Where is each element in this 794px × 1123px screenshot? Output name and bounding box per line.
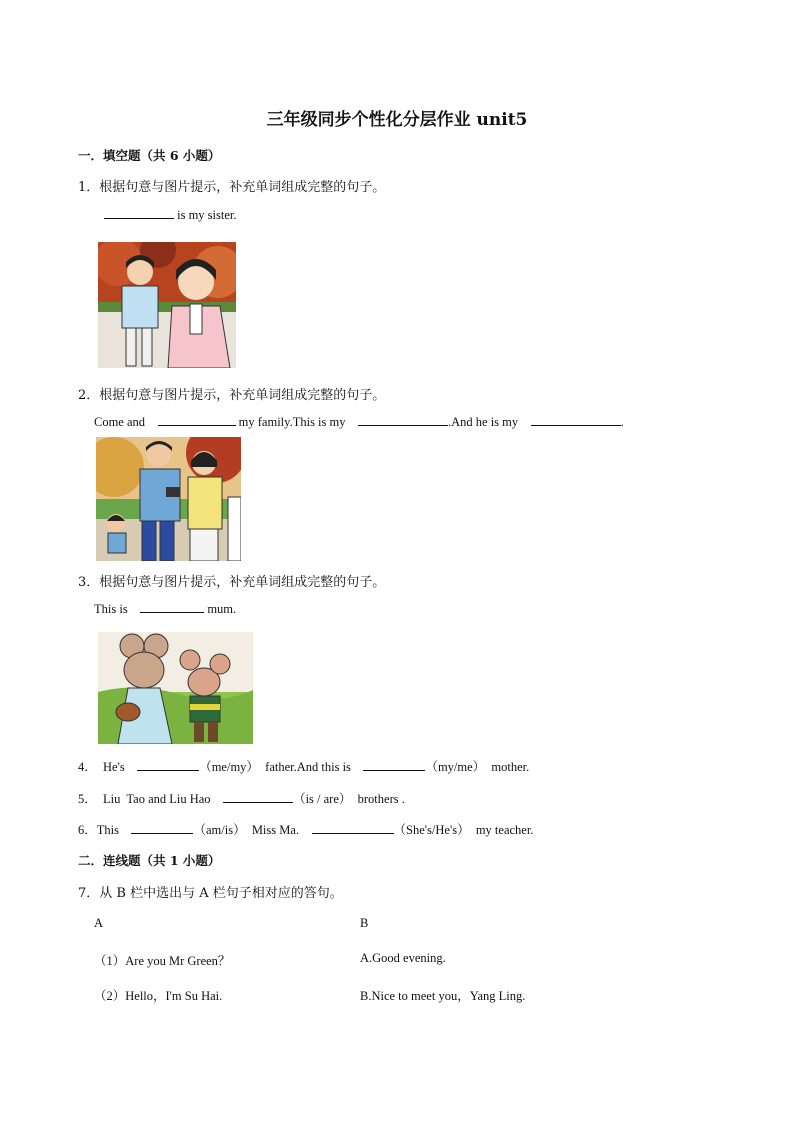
q4-sentence: 4． He's （me/my） father.And this is （my/me） mother. xyxy=(78,760,530,774)
q3-sentence: This is mum. xyxy=(94,602,237,616)
q7-item-b2[interactable]: B.Nice to meet you，Yang Ling. xyxy=(360,989,526,1003)
q2-blank-3[interactable] xyxy=(531,414,621,426)
q7-item-a1[interactable]: （1）Are you Mr Green？ xyxy=(94,954,231,968)
page-title: 三年级同步个性化分层作业 unit5 xyxy=(266,110,528,130)
q5-blank[interactable] xyxy=(223,791,293,803)
q3-blank[interactable] xyxy=(140,601,204,613)
q6-blank-1[interactable] xyxy=(131,822,193,834)
q1-blank[interactable] xyxy=(104,207,174,219)
q2-prompt: 2．根据句意与图片提示，补充单词组成完整的句子。 xyxy=(78,388,386,403)
q7-column-a-header: A xyxy=(94,916,104,930)
q2-blank-1[interactable] xyxy=(158,414,236,426)
section-1-heading: 一．填空题（共 6 小题） xyxy=(78,148,221,163)
q7-item-b1[interactable]: A.Good evening. xyxy=(360,951,446,965)
q6-blank-2[interactable] xyxy=(312,822,394,834)
sisters-picture xyxy=(98,242,236,368)
family-picture xyxy=(96,437,241,561)
q4-blank-1[interactable] xyxy=(137,759,199,771)
q2-blank-2[interactable] xyxy=(358,414,448,426)
q1-prompt: 1．根据句意与图片提示，补充单词组成完整的句子。 xyxy=(78,180,386,195)
q4-blank-2[interactable] xyxy=(363,759,425,771)
q2-sentence: Come and my family.This is my .And he is my . xyxy=(94,415,624,429)
q7-item-a2[interactable]: （2）Hello，I'm Su Hai. xyxy=(94,989,223,1003)
q3-prompt: 3．根据句意与图片提示，补充单词组成完整的句子。 xyxy=(78,575,386,590)
q3-illustration xyxy=(98,632,253,744)
q1-illustration xyxy=(98,242,236,368)
mice-picture xyxy=(98,632,253,744)
q7-column-b-header: B xyxy=(360,916,369,930)
q6-sentence: 6．This （am/is） Miss Ma. （She's/He's） my teacher. xyxy=(78,823,534,837)
section-2-heading: 二．连线题（共 1 小题） xyxy=(78,853,221,868)
q1-sentence: is my sister. xyxy=(104,207,237,223)
q5-sentence: 5． Liu Tao and Liu Hao （is / are） brothers . xyxy=(78,792,405,806)
q7-prompt: 7．从 B 栏中选出与 A 栏句子相对应的答句。 xyxy=(78,886,343,901)
q2-illustration xyxy=(96,437,241,561)
